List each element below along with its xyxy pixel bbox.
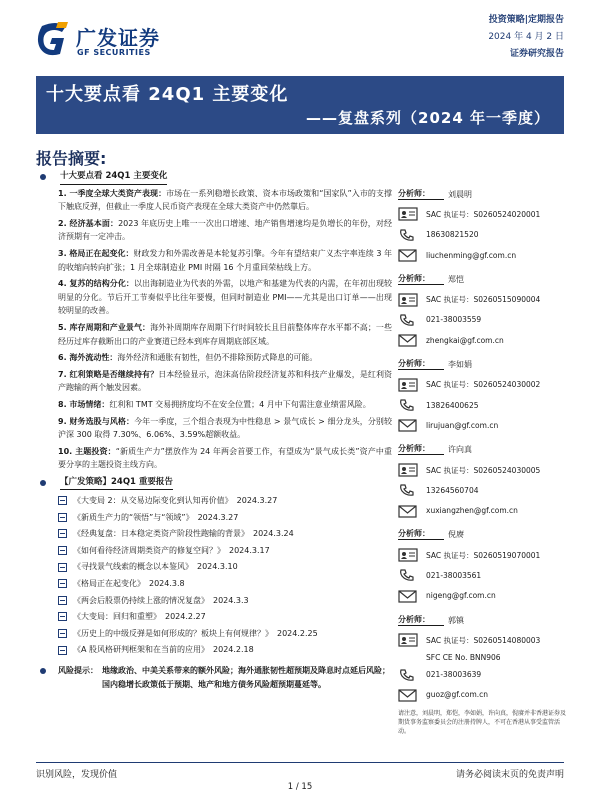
analyst-phone: 021-38003561 (398, 565, 568, 585)
document-icon (58, 529, 67, 538)
report-link[interactable] (58, 509, 392, 526)
key-point-item (58, 217, 392, 244)
analyst-sac: SAC 执证号：S0260524030005 (398, 460, 568, 480)
key-point-text: 海外经济和通胀有韧性，但仍不排除预防式降息的可能。 (117, 353, 318, 363)
analyst-card (398, 269, 568, 350)
analyst-header (398, 354, 568, 374)
reports-list (58, 492, 392, 658)
analyst-label: 分析师： (398, 359, 444, 370)
key-point-text: 海外补周期库存周期下行时间较长且目前整体库存水平都不高；一些经历过库存截断出口的产业赛道已经本到库存周期底部区域。 (58, 322, 392, 346)
mail-icon (398, 333, 420, 347)
report-title: 十大要点看 24Q1 主要变化 (46, 84, 289, 105)
mail-icon (398, 248, 420, 262)
phone-icon (398, 483, 420, 497)
analyst-name: 郑恺 (448, 274, 464, 284)
mail-icon (398, 589, 420, 603)
summary-heading: 报告摘要: (36, 149, 107, 168)
report-title: 《大变局：回归和重塑》 (73, 612, 161, 622)
analyst-email[interactable]: liuchenming@gf.com.cn (398, 245, 568, 265)
id-badge-icon (398, 633, 420, 647)
id-badge-icon (398, 378, 420, 392)
analyst-name: 刘晨明 (448, 189, 472, 199)
analyst-phone: 18630821520 (398, 225, 568, 245)
report-link[interactable] (58, 642, 392, 659)
report-type: 投资策略|定期报告 (488, 15, 564, 25)
report-link[interactable] (58, 526, 392, 543)
key-point-title: 8. 市场情绪： (58, 399, 110, 409)
analyst-sac: SAC 执证号：S0260524030002 (398, 375, 568, 395)
key-point-item (58, 321, 392, 348)
key-point-title: 5. 库存周期和产业景气： (58, 322, 151, 332)
report-link[interactable] (58, 592, 392, 609)
analyst-phone: 13826400625 (398, 395, 568, 415)
report-date: 2024.3.27 (197, 512, 239, 522)
phone-icon (398, 228, 420, 242)
report-title: 《经典复盘：日本稳定类资产阶段性跑输的背景》 (73, 529, 249, 539)
key-point-text: 红利和 TMT 交易拥挤度均不在安全位置；4 月中下旬需注意业绩雷风险。 (109, 399, 371, 409)
key-point-item (58, 398, 392, 412)
bullet-icon (40, 668, 46, 674)
key-point-item (58, 445, 392, 472)
key-point-title: 1. 一季度全球大类资产表现： (58, 188, 167, 198)
id-badge-icon (398, 207, 420, 221)
analyst-header (398, 525, 568, 545)
analyst-name: 倪赓 (448, 530, 464, 540)
risk-text: 地缘政治、中美关系带来的额外风险；海外通胀韧性超预期及降息时点延后风险；国内稳增长政策低于预期、地产和地方债务风险超预期蔓延等。 (102, 666, 390, 689)
section-reports-title: 【广发策略】24Q1 重要报告 (40, 476, 392, 491)
analyst-card (398, 440, 568, 521)
report-header (0, 0, 600, 74)
footer-disclaimer-note: 请务必阅读末页的免责声明 (455, 770, 564, 780)
key-point-item (58, 351, 392, 365)
report-title: 《大变局 2：从交易边际变化到认知再价值》 (73, 495, 233, 505)
analyst-sac: SAC 执证号：S0260524020001 (398, 204, 568, 224)
report-kind: 证券研究报告 (509, 49, 564, 59)
document-icon (58, 596, 67, 605)
analyst-email[interactable]: lirujuan@gf.com.cn (398, 415, 568, 435)
report-title: 《如何看待经济周期类资产的修复空间？》 (73, 545, 225, 555)
report-title: 《新质生产力的“领悟”与“领域”》 (73, 512, 194, 522)
logo-chinese-text: 广发证券 (76, 26, 160, 50)
analyst-header (398, 184, 568, 204)
analyst-phone: 021-38003559 (398, 310, 568, 330)
bullet-icon (40, 174, 46, 180)
key-point-item (58, 368, 392, 395)
analyst-email[interactable]: guoz@gf.com.cn (398, 685, 568, 705)
summary-column (40, 170, 392, 692)
phone-icon (398, 668, 420, 682)
key-point-title: 7. 红利策略是否继续持有？ (58, 369, 159, 379)
analyst-email[interactable]: xuxiangzhen@gf.com.cn (398, 500, 568, 520)
report-date: 2024.3.3 (213, 595, 249, 605)
analyst-phone: 13264560704 (398, 480, 568, 500)
report-title: 《两会后股票仍持续上涨的情况复盘》 (73, 595, 209, 605)
report-title: 《A 股风格研判框架和在当前的应用》 (73, 645, 210, 655)
document-icon (58, 513, 67, 522)
document-icon (58, 579, 67, 588)
key-point-title: 10. 主题投资： (58, 446, 116, 456)
analyst-label: 分析师： (398, 274, 444, 285)
mail-icon (398, 688, 420, 702)
analyst-card (398, 354, 568, 435)
report-link[interactable] (58, 559, 392, 576)
analyst-card (398, 525, 568, 606)
analyst-label: 分析师： (398, 529, 444, 540)
analyst-label: 分析师： (398, 615, 444, 626)
report-title: 《历史上的中级反弹是如何形成的？板块上有何规律？》 (73, 628, 273, 638)
section-key-points-title: 十大要点看 24Q1 主要变化 (40, 170, 392, 185)
key-point-item (58, 187, 392, 214)
analyst-card (398, 184, 568, 265)
analyst-sac: SAC 执证号：S0260519070001 (398, 545, 568, 565)
key-point-text: 财政发力和外需改善是本轮复苏引擎。今年有望结束广义杰字率连续 3 年的收缩向转向扩张；1 月全球制造业 PMI 时隔 16 个月重回荣枯线上方。 (58, 248, 392, 272)
analyst-header (398, 440, 568, 460)
report-date: 2024.3.17 (229, 545, 270, 555)
report-title: 《格局正在起变化》 (73, 578, 145, 588)
analyst-label: 分析师： (398, 444, 444, 455)
report-date: 2024 年 4 月 2 日 (488, 32, 564, 42)
key-point-text: 以出海制造业为代表的外需，以地产和基建为代表的内需，在年初出现较明显的分化。节后开工节奏似乎比往年要慢，但同时制造业 PMI——尤其是出口订单——出现较明显的改善。 (58, 279, 393, 316)
analyst-name: 李如娟 (448, 360, 472, 370)
key-point-text: “新质生产力”摆放作为 24 年两会首要工作，有望成为“景气成长类”资产中重要分享的主题投资主线方向。 (58, 446, 392, 470)
id-badge-icon (398, 548, 420, 562)
key-point-text: 今年一季度，三个组合表现为中性稳息 > 景气成长 > 细分龙头，分别较沪深 300 取得 7.30%、6.06%、3.59%超额收益。 (58, 416, 393, 440)
analyst-header (398, 269, 568, 289)
analyst-sac: SAC 执证号：S0260514080003 (398, 630, 568, 650)
document-icon (58, 496, 67, 505)
document-icon (58, 646, 67, 655)
key-point-text: 2023 年底历史上唯一一次出口增速、地产销售增速均是负增长的年份，对经济预期有一定冲击。 (58, 218, 392, 242)
report-date: 2024.2.27 (165, 612, 206, 622)
report-link[interactable] (58, 575, 392, 592)
document-icon (58, 563, 67, 572)
document-icon (58, 629, 67, 638)
phone-icon (398, 398, 420, 412)
gf-logo-icon (36, 20, 70, 56)
footer-slogan: 识别风险，发现价值 (36, 770, 118, 780)
page-footer (36, 762, 564, 780)
document-icon (58, 546, 67, 555)
report-link[interactable] (58, 625, 392, 642)
analyst-disclaimer: 请注意，刘晨明，郑恺，李如娟，许向真，倪赓并非香港证券及期货事务监察委员会的注册持牌人，不可在香港从事受监管活动。 (398, 710, 567, 736)
report-date: 2024.3.10 (197, 562, 238, 572)
report-title: 《寻找景气线索的概念以本鉴风》 (73, 562, 193, 572)
report-date: 2024.3.27 (236, 495, 278, 505)
analyst-sfc: SFC CE No. BNN906 (426, 653, 501, 663)
analyst-label: 分析师： (398, 189, 444, 200)
logo-english-text: GF SECURITIES (77, 48, 151, 57)
key-point-title: 2. 经济基本面： (58, 218, 119, 228)
analyst-card (398, 610, 568, 705)
risk-label: 风险提示： (58, 666, 98, 676)
report-link[interactable] (58, 609, 392, 626)
key-point-item (58, 247, 392, 274)
key-point-item (58, 415, 392, 442)
mail-icon (398, 504, 420, 518)
key-point-text: 日本经验显示，泡沫高估阶段经济复苏和科技产业爆发，是红利资产跑输的两个触发因素。 (58, 369, 393, 393)
phone-icon (398, 568, 420, 582)
bullet-icon (40, 480, 46, 486)
analyst-name: 许向真 (448, 445, 472, 455)
report-subtitle: ——复盘系列（2024 年一季度） (306, 109, 550, 127)
key-point-title: 6. 海外流动性： (58, 353, 118, 363)
key-point-text: 市场在一系列稳增长政策、资本市场政策和“国家队”入市的支撑下触底反弹，但截止一季度人民币资产表现在全球大类资产中仍然靠后。 (58, 188, 392, 212)
report-date: 2024.3.8 (149, 578, 185, 588)
document-icon (58, 612, 67, 621)
id-badge-icon (398, 293, 420, 307)
key-points-list (40, 187, 392, 472)
mail-icon (398, 418, 420, 432)
key-point-title: 4. 复苏的结构分化： (58, 279, 134, 289)
analyst-phone: 021-38003639 (398, 665, 568, 685)
id-badge-icon (398, 463, 420, 477)
report-date: 2024.2.18 (213, 645, 254, 655)
key-point-item (58, 277, 392, 318)
header-meta (488, 12, 564, 63)
analyst-email[interactable]: zhengkai@gf.com.cn (398, 330, 568, 350)
report-link[interactable] (58, 492, 392, 509)
key-point-title: 3. 格局正在起变化： (58, 248, 134, 258)
page-number: 1 / 15 (287, 782, 313, 792)
analyst-header (398, 610, 568, 630)
analyst-column (398, 184, 568, 736)
title-banner (36, 76, 564, 134)
analyst-email[interactable]: nigeng@gf.com.cn (398, 586, 568, 606)
report-link[interactable] (58, 542, 392, 559)
gf-securities-logo (36, 20, 196, 60)
analyst-name: 郭镇 (448, 615, 464, 625)
phone-icon (398, 313, 420, 327)
analyst-sac: SAC 执证号：S0260515090004 (398, 289, 568, 309)
report-date: 2024.3.24 (253, 529, 294, 539)
risk-section (40, 664, 392, 691)
key-point-title: 9. 财务选股与风格： (58, 416, 135, 426)
report-date: 2024.2.25 (277, 628, 318, 638)
